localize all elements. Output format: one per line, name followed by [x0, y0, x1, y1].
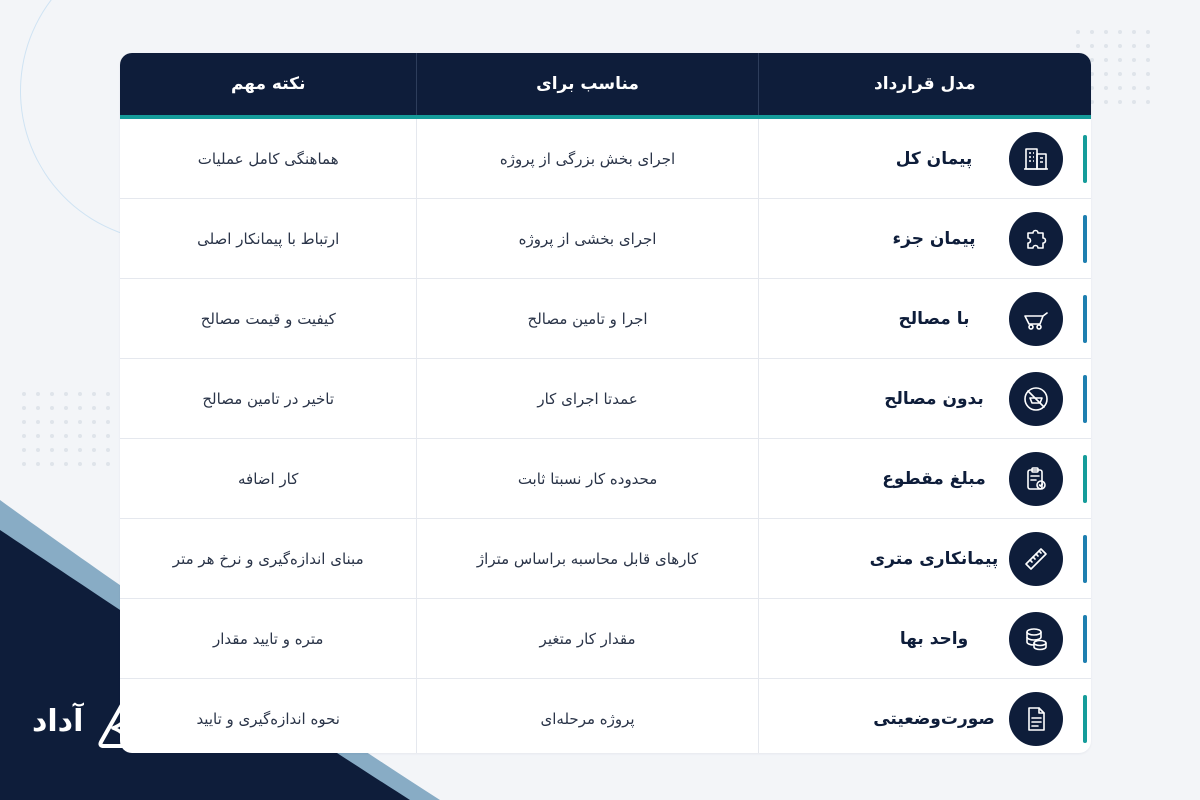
coins-icon	[1009, 612, 1063, 666]
model-cell	[759, 679, 1091, 753]
table-row	[120, 599, 1091, 679]
table-row	[120, 199, 1091, 279]
table-row	[120, 519, 1091, 599]
row-accent-bar	[1083, 375, 1087, 423]
suitable-cell: عمدتا اجرای کار	[417, 359, 758, 438]
note-cell: کار اضافه	[120, 439, 417, 518]
header-note: نکته مهم	[120, 53, 417, 115]
model-name: پیمان جزء	[892, 228, 976, 249]
model-name: بدون مصالح	[884, 388, 984, 409]
row-accent-bar	[1083, 535, 1087, 583]
row-accent-bar	[1083, 215, 1087, 263]
note-cell: ارتباط با پیمانکار اصلی	[120, 199, 417, 278]
table-row	[120, 279, 1091, 359]
brand-name: آداد	[32, 703, 84, 739]
model-name: مبلغ مقطوع	[882, 468, 986, 489]
model-cell	[759, 519, 1091, 598]
row-accent-bar	[1083, 295, 1087, 343]
dot-pattern-mid-left	[22, 392, 110, 466]
suitable-cell: اجرای بخش بزرگی از پروژه	[417, 119, 758, 198]
row-accent-bar	[1083, 135, 1087, 183]
note-cell: متره و تایید مقدار	[120, 599, 417, 678]
brand-mark-icon	[97, 692, 157, 750]
note-cell: کیفیت و قیمت مصالح	[120, 279, 417, 358]
model-name: پیمان کل	[895, 148, 973, 169]
model-cell	[759, 279, 1091, 358]
table-row	[120, 119, 1091, 199]
note-cell: تاخیر در تامین مصالح	[120, 359, 417, 438]
model-cell	[759, 599, 1091, 678]
model-name: واحد بها	[899, 628, 969, 649]
note-cell: نحوه اندازه‌گیری و تایید	[120, 679, 417, 753]
note-cell: هماهنگی کامل عملیات	[120, 119, 417, 198]
model-cell	[759, 119, 1091, 198]
model-name: پیمانکاری متری	[869, 548, 999, 569]
model-name: صورت‌وضعیتی	[873, 708, 995, 729]
row-accent-bar	[1083, 695, 1087, 743]
suitable-cell: کارهای قابل محاسبه براساس متراژ	[417, 519, 758, 598]
header-suitable: مناسب برای	[417, 53, 758, 115]
ruler-icon	[1009, 532, 1063, 586]
brand-logo	[32, 692, 157, 750]
suitable-cell: مقدار کار متغیر	[417, 599, 758, 678]
puzzle-icon	[1009, 212, 1063, 266]
table-row	[120, 439, 1091, 519]
model-name: با مصالح	[898, 308, 970, 329]
no-materials-icon	[1009, 372, 1063, 426]
suitable-cell: محدوده کار نسبتا ثابت	[417, 439, 758, 518]
document-icon	[1009, 692, 1063, 746]
table-row	[120, 359, 1091, 439]
header-model: مدل قرارداد	[874, 74, 976, 94]
row-accent-bar	[1083, 615, 1087, 663]
building-icon	[1009, 132, 1063, 186]
table-header	[120, 53, 1091, 119]
clipboard-check-icon	[1009, 452, 1063, 506]
model-cell	[759, 199, 1091, 278]
suitable-cell: پروژه مرحله‌ای	[417, 679, 758, 753]
model-cell	[759, 359, 1091, 438]
wheelbarrow-icon	[1009, 292, 1063, 346]
row-accent-bar	[1083, 455, 1087, 503]
suitable-cell: اجرا و تامین مصالح	[417, 279, 758, 358]
model-cell	[759, 439, 1091, 518]
table-row	[120, 679, 1091, 753]
contract-comparison-table	[120, 53, 1091, 753]
suitable-cell: اجرای بخشی از پروژه	[417, 199, 758, 278]
note-cell: مبنای اندازه‌گیری و نرخ هر متر	[120, 519, 417, 598]
